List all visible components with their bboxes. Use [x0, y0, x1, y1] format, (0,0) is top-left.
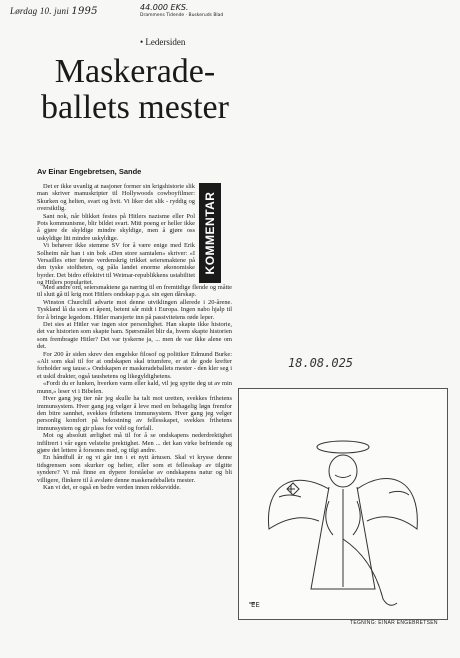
dateline: [10, 6, 98, 17]
byline: Av Einar Engebretsen, Sande: [37, 167, 142, 176]
handwritten-year: 1995: [71, 6, 98, 17]
paragraph: Hver gang jeg tier når jeg skulle ha talt mot uretten, svekkes frihetens immunsystem. Hver gang jeg velger å leve med en behagelig løgn fremfor den bitre sannhet, svekkes frihetens immunsystem. Hver gang jeg velger personlig komfort på bekostning av fellesskapet, svekkes frihetens immunsystem og gir plass for vold og forfall.: [37, 395, 232, 432]
handwritten-note: 18.08.025: [288, 356, 354, 370]
paragraph: Sant nok, når blikket festes på Hitlers nazisme eller Pol Pots kommunisme, blir bildet svart. Mitt poeng er heller ikke å gjøre de skyldige mindre skyldige, men å gjøre oss uskyldige litt mindre uskyldige.: [37, 212, 195, 242]
paragraph: Det er ikke uvanlig at nasjoner former sin krigshistorie slik man skriver manuskripter til Hollywoods cowboyfilmer: Skurken og helten, svart og hvit. Vi liker det slik - ryddig og oversiktlig.: [37, 183, 195, 213]
article-column-bottom: [37, 284, 232, 491]
article-column-top: [37, 183, 195, 287]
paragraph: Vi behøver ikke stemme SV for å være enige med Erik Solheim når han i sin bok «Den store samtalen» skriver: «I Versailles etter første verdenskrig trikket seiersmaktene på den tyske stoltheten, og påla landet enorme økonomiske byrder. Det bidro effektivt til Weimar-republikkens ustabilitet og Hitlers popularitet.: [37, 242, 195, 287]
paragraph: En håndfull år og vi går inn i et nytt årtusen. Skal vi krysse denne tidsgrensen som skurker og helter, eller som et fellesskap av tilgitte syndere? Vi må finne en dypere forståelse av ondskapens natur og bli villigere, flinkere til å avsløre denne maskeradeballets mester.: [37, 454, 232, 484]
section-label-text: Ledersiden: [145, 37, 186, 47]
paragraph: For 200 år siden skrev den engelske filosof og politiker Edmund Burke: «Alt som skal til for at ondskapen skal triumfere, er at de gode krefter forholder seg tause.» Ondskapen er maskeradeballets mester - den kler seg i et uskil drakter, også taushetens og likegyldighetens.: [37, 350, 232, 380]
date-text: Lørdag 10. juni: [10, 6, 69, 16]
article-title: Maskerade-ballets mester: [41, 53, 229, 126]
paragraph: Med andre ord, seiersmaktene ga næring til en fremtidige flende og måtte til slutt gå til krig mot Hitlers ondskap p.g.a. sin egen dårskap.: [37, 284, 232, 299]
paragraph: «Fordi du er lunken, hverken varm eller kald, vil jeg spytte deg ut av min munn,» leser vi i Bibelen.: [37, 380, 232, 395]
kommentar-badge: [199, 183, 221, 283]
angel-drawing-icon: [239, 389, 447, 619]
source-stamp: [140, 3, 250, 18]
cartoon-caption: TEGNING: EINAR ENGEBRETSEN: [350, 620, 438, 626]
circulation-number: 44.000 EKS.: [140, 3, 189, 12]
svg-text:EE: EE: [251, 601, 260, 609]
kommentar-badge-text: KOMMENTAR: [203, 191, 217, 275]
paragraph: Winston Churchill advarte mot denne utviklingen allerede i 20-årene. Tyskland lå da som et åpent, betent sår midt i Europa. Ingen nabo hjalp til for å bringe legedom. Hitler marsjerte inn på passivitetens røde leper.: [37, 298, 232, 321]
paragraph: Kan vi det, er også en bedre verden innen rekkevidde.: [43, 483, 181, 491]
cartoon-frame: [238, 388, 448, 620]
newspaper-source: Drammens Tidende · Buskeruds Blad: [140, 13, 224, 18]
section-label: [140, 37, 185, 47]
paragraph: Det sies at Hitler var ingen stor personlighet. Han skapte ikke historie, det var historien som skapte ham. Spørsmålet blir da, hvem skapte historien som frembragte Hitler? Det var tyskerne ja, ... men de var ikke alene om det.: [37, 321, 232, 351]
paragraph: Mot og absolutt ærlighet må til for å se ondskapens nederdrektighet infiltrert i vår egen velstelte prektighet. Men ... det kan virke befriende og gjøre det lettere å forsones med, og tilgi andre.: [37, 432, 232, 454]
